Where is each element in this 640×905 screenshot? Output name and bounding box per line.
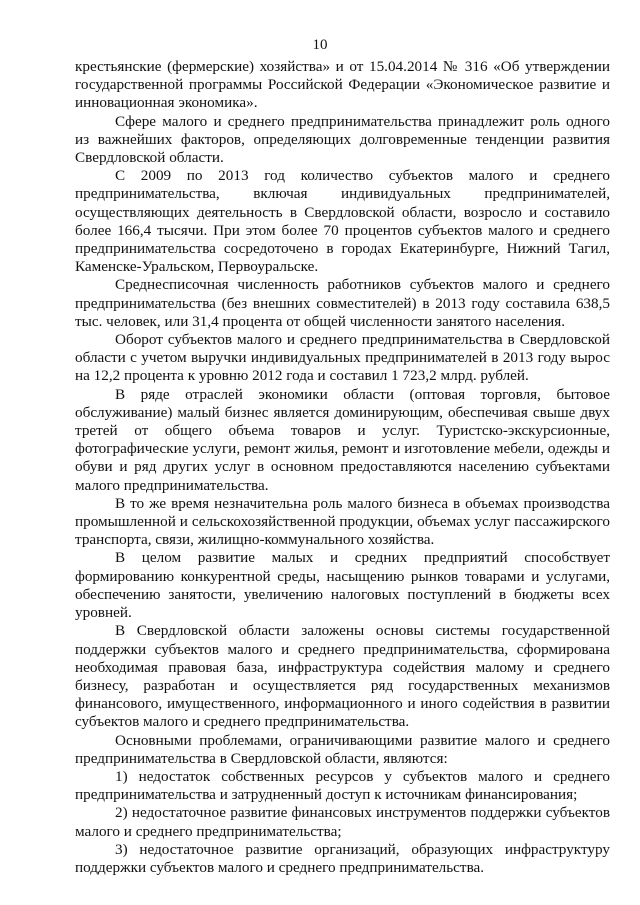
paragraph-benefits: В целом развитие малых и средних предприятий способствует формированию конкурентной среды, насыщению рынков товарами и услугами, обеспечению занятости, увеличению налоговых поступлений в бюджеты всех уровней. (75, 549, 610, 622)
list-item-problem-2: 2) недостаточное развитие финансовых инструментов поддержки субъектов малого и среднего предпринимательства; (75, 804, 610, 840)
paragraph-dominant-sectors: В ряде отраслей экономики области (оптовая торговля, бытовое обслуживание) малый бизнес является доминирующим, обеспечивая свыше двух третей от общего объема товаров и услуг. Туристско-экскурсионные, фотографические услуги, ремонт жилья, ремонт и изготовление мебели, одежды и обуви и ряд других услуг в основном предоставляются населению субъектами малого предпринимательства. (75, 385, 610, 494)
paragraph-minor-role: В то же время незначительна роль малого бизнеса в объемах производства промышленной и сельскохозяйственной продукции, объемах услуг пассажирского транспорта, связи, жилищно-коммунального хозяйства. (75, 494, 610, 549)
paragraph-turnover: Оборот субъектов малого и среднего предпринимательства в Свердловской области с учетом выручки индивидуальных предпринимателей в 2013 году вырос на 12,2 процента к уровню 2012 года и составил 1 723,2 млрд. рублей. (75, 331, 610, 385)
paragraph-continuation: крестьянские (фермерские) хозяйства» и от 15.04.2014 № 316 «Об утверждении государственной программы Российской Федерации «Экономическое развитие и инновационная экономика». (75, 58, 610, 112)
paragraph-sme-count: С 2009 по 2013 год количество субъектов малого и среднего предпринимательства, включая индивидуальных предпринимателей, осуществляющих деятельность в Свердловской области, возросло и составило более 166,4 тысячи. При этом более 70 процентов субъектов малого и среднего предпринимательства сосредоточено в городах Екатеринбурге, Нижний Тагил, Каменске-Уральском, Первоуральске. (75, 167, 610, 276)
paragraph-support-system: В Свердловской области заложены основы системы государственной поддержки субъектов малого и среднего предпринимательства, сформирована необходимая правовая база, инфраструктура содействия малому и среднего бизнесу, разработан и осуществляется ряд государственных механизмов финансового, имущественного, информационного и иного содействия в развитии субъектов малого и среднего предпринимательства. (75, 622, 610, 731)
paragraph-role-of-sme: Сфере малого и среднего предпринимательства принадлежит роль одного из важнейших факторов, определяющих долговременные тенденции развития Свердловской области. (75, 112, 610, 167)
document-body (75, 58, 610, 877)
paragraph-employment: Среднесписочная численность работников субъектов малого и среднего предпринимательства (без внешних совместителей) в 2013 году составила 638,5 тыс. человек, или 31,4 процента от общей численности занятого населения. (75, 276, 610, 330)
page-number: 10 (312, 37, 328, 53)
list-item-problem-1: 1) недостаток собственных ресурсов у субъектов малого и среднего предпринимательства и затрудненный доступ к источникам финансирования; (75, 767, 610, 804)
list-item-problem-3: 3) недостаточное развитие организаций, образующих инфраструктуру поддержки субъектов малого и среднего предпринимательства. (75, 840, 610, 876)
paragraph-problems-intro: Основными проблемами, ограничивающими развитие малого и среднего предпринимательства в Свердловской области, являются: (75, 731, 610, 767)
